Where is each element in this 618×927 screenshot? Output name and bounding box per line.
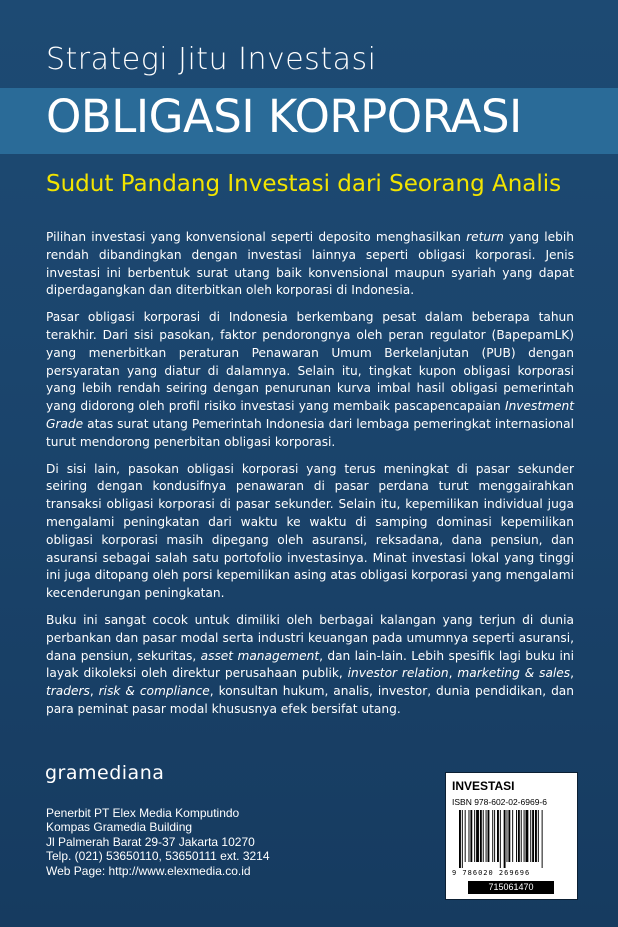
paragraph-2: Pasar obligasi korporasi di Indonesia berkembang pesat dalam beberapa tahun terakhir. Dari sisi pasokan, faktor pendorongnya oleh peran regulator (BapepamLK) yang menerbitkan peraturan Penawaran Umum Berkelanjutan (PUB) dengan persyaratan yang diatur di dalamnya. Selain itu, tingkat kupon obligasi korporasi yang lebih rendah seiring dengan penurunan kurva imbal hasil obligasi pemerintah yang didorong oleh profil risiko investasi yang membaik pascapencapaian Investment Grade atas surat utang Pemerintah Indonesia dari lembaga pemeringkat internasional turut mendorong penerbitan obligasi korporasi. (46, 310, 574, 449)
synopsis (46, 229, 574, 728)
publisher-line: Penerbit PT Elex Media Komputindo (46, 806, 240, 820)
paragraph-1: Pilihan investasi yang konvensional seperti deposito menghasilkan return yang lebih rendah dibandingkan dengan investasi lainnya seperti obligasi korporasi. Jenis investasi ini berbentuk surat utang baik konvensional maupun syariah yang dapat diperdagangkan dan diterbitkan oleh korporasi di Indonesia. (46, 230, 575, 298)
barcode-bars (458, 810, 570, 868)
publisher-line: Telp. (021) 53650110, 53650111 ext. 3214 (46, 849, 270, 864)
publisher-logo: gramediana (45, 762, 165, 784)
publisher-info (46, 806, 270, 878)
publisher-line: Web Page: http://www.elexmedia.co.id (46, 863, 251, 878)
publisher-line: Kompas Gramedia Building (46, 820, 193, 835)
isbn-number: ISBN 978-602-02-6969-6 (452, 797, 547, 807)
paragraph-4: Buku ini sangat cocok untuk dimiliki oleh berbagai kalangan yang terjun di dunia perbankan dan pasar modal serta industri keuangan pada umumnya seperti asuransi, dana pensiun, sekuritas, asset management, dan lain-lain. Lebih spesifik lagi buku ini layak dikoleksi oleh direktur perusahaan publik, investor relation, marketing & sales, traders, risk & compliance, konsultan hukum, analis, investor, dunia pendidikan, dan para peminat pasar modal khususnya efek bersifat utang. (46, 612, 575, 716)
barcode-box (445, 772, 578, 900)
publisher-line: Jl Palmerah Barat 29-37 Jakarta 10270 (46, 834, 255, 849)
series-title: Strategi Jitu Investasi (46, 42, 377, 77)
book-subtitle: Sudut Pandang Investasi dari Seorang Analis (46, 171, 562, 197)
paragraph-3: Di sisi lain, pasokan obligasi korporasi yang terus meningkat di pasar sekunder seiring dengan kondusifnya penawaran di pasar perdana turut menggairahkan transaksi obligasi korporasi di pasar sekunder. Selain itu, kepemilikan individual juga mengalami peningkatan dari waktu ke waktu di samping dominasi kepemilikan obligasi korporasi masih dipegang oleh asuransi, reksadana, dana pensiun, dan asuransi sebagai salah satu portofolio investasinya. Minat investasi lokal yang tinggi ini juga ditopang oleh porsi kepemilikan asing atas obligasi korporasi yang mengalami kecenderungan peningkatan. (46, 461, 574, 601)
book-title: OBLIGASI KORPORASI (46, 90, 522, 143)
barcode-digits: 9 786020 269696 (452, 869, 531, 877)
price-code: 715061470 (468, 881, 554, 894)
book-category: INVESTASI (452, 779, 515, 793)
